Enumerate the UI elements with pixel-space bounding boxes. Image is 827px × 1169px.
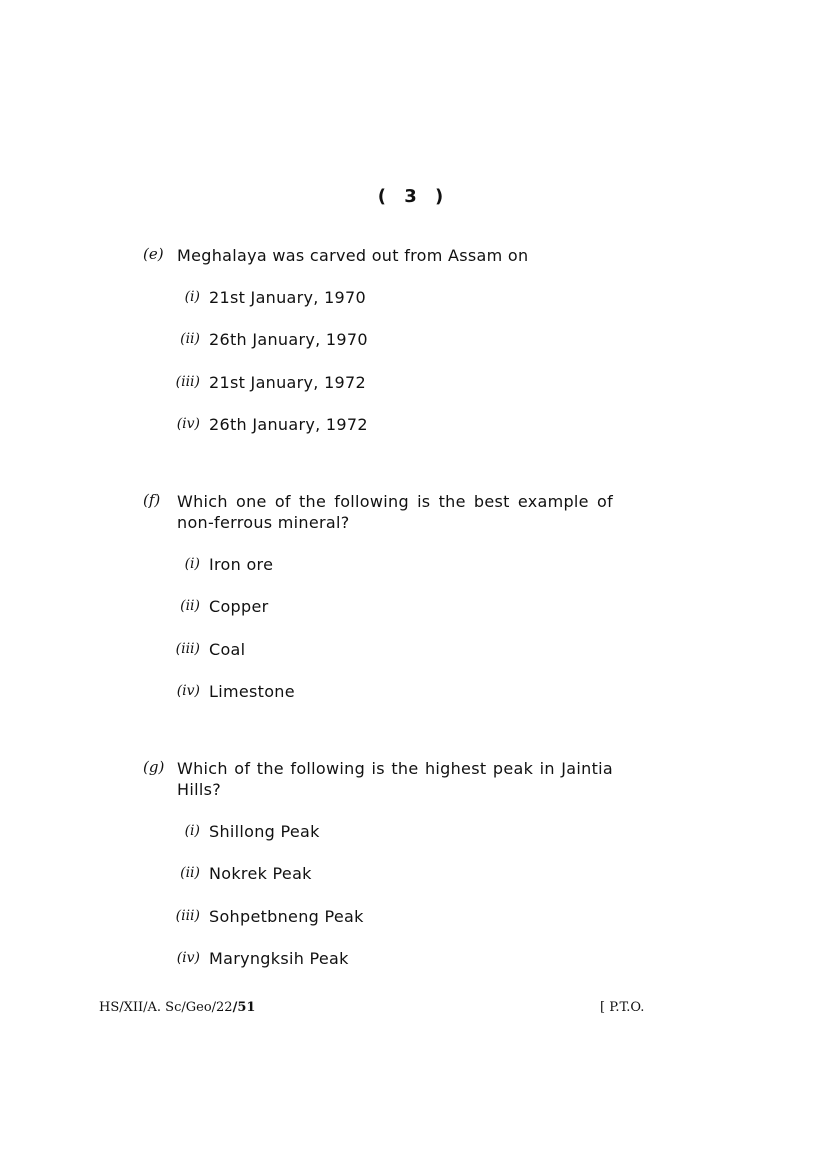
option-text: 21st January, 1972 [209,373,367,392]
option-g-iii [0,907,827,929]
option-g-i [0,822,827,844]
option-label: (iv) [176,950,200,966]
question-text: Meghalaya was carved out from Assam on [177,246,529,265]
option-text: Iron ore [209,555,274,574]
option-f-iv [0,682,827,704]
question-label: (f) [143,491,161,509]
option-text: Copper [209,597,269,616]
option-g-iv [0,949,827,971]
option-g-ii [0,864,827,886]
option-label: (i) [184,823,200,839]
option-f-iii [0,640,827,662]
option-label: (ii) [180,331,200,347]
page-number: ( 3 ) [377,186,450,207]
option-label: (iv) [176,683,200,699]
question-text: Which of the following is the highest peak in Jaintia Hills? [177,759,613,799]
option-text: Shillong Peak [209,822,320,841]
option-label: (i) [184,556,200,572]
pto-marker: [ P.T.O. [600,1000,645,1015]
paper-code [99,1000,255,1015]
option-label: (iii) [175,641,200,657]
option-text: Sohpetbneng Peak [209,907,364,926]
question-label: (e) [143,245,164,263]
option-label: (iii) [175,374,200,390]
option-label: (ii) [180,598,200,614]
option-e-iv [0,415,827,437]
paper-code-prefix: HS/XII/A. Sc/Geo/22 [99,1000,233,1015]
option-e-ii [0,330,827,352]
option-text: 26th January, 1970 [209,330,368,349]
option-text: Maryngksih Peak [209,949,349,968]
option-label: (ii) [180,865,200,881]
option-label: (iii) [175,908,200,924]
question-text: Which one of the following is the best example of non-ferrous mineral? [177,492,613,532]
paper-code-suffix: /51 [232,1000,256,1015]
option-e-iii [0,373,827,395]
option-e-i [0,288,827,310]
option-text: Nokrek Peak [209,864,312,883]
option-text: 21st January, 1970 [209,288,367,307]
option-f-ii [0,597,827,619]
question-label: (g) [143,758,165,776]
option-label: (iv) [176,416,200,432]
option-text: Coal [209,640,246,659]
option-f-i [0,555,827,577]
option-text: Limestone [209,682,295,701]
option-label: (i) [184,289,200,305]
option-text: 26th January, 1972 [209,415,368,434]
